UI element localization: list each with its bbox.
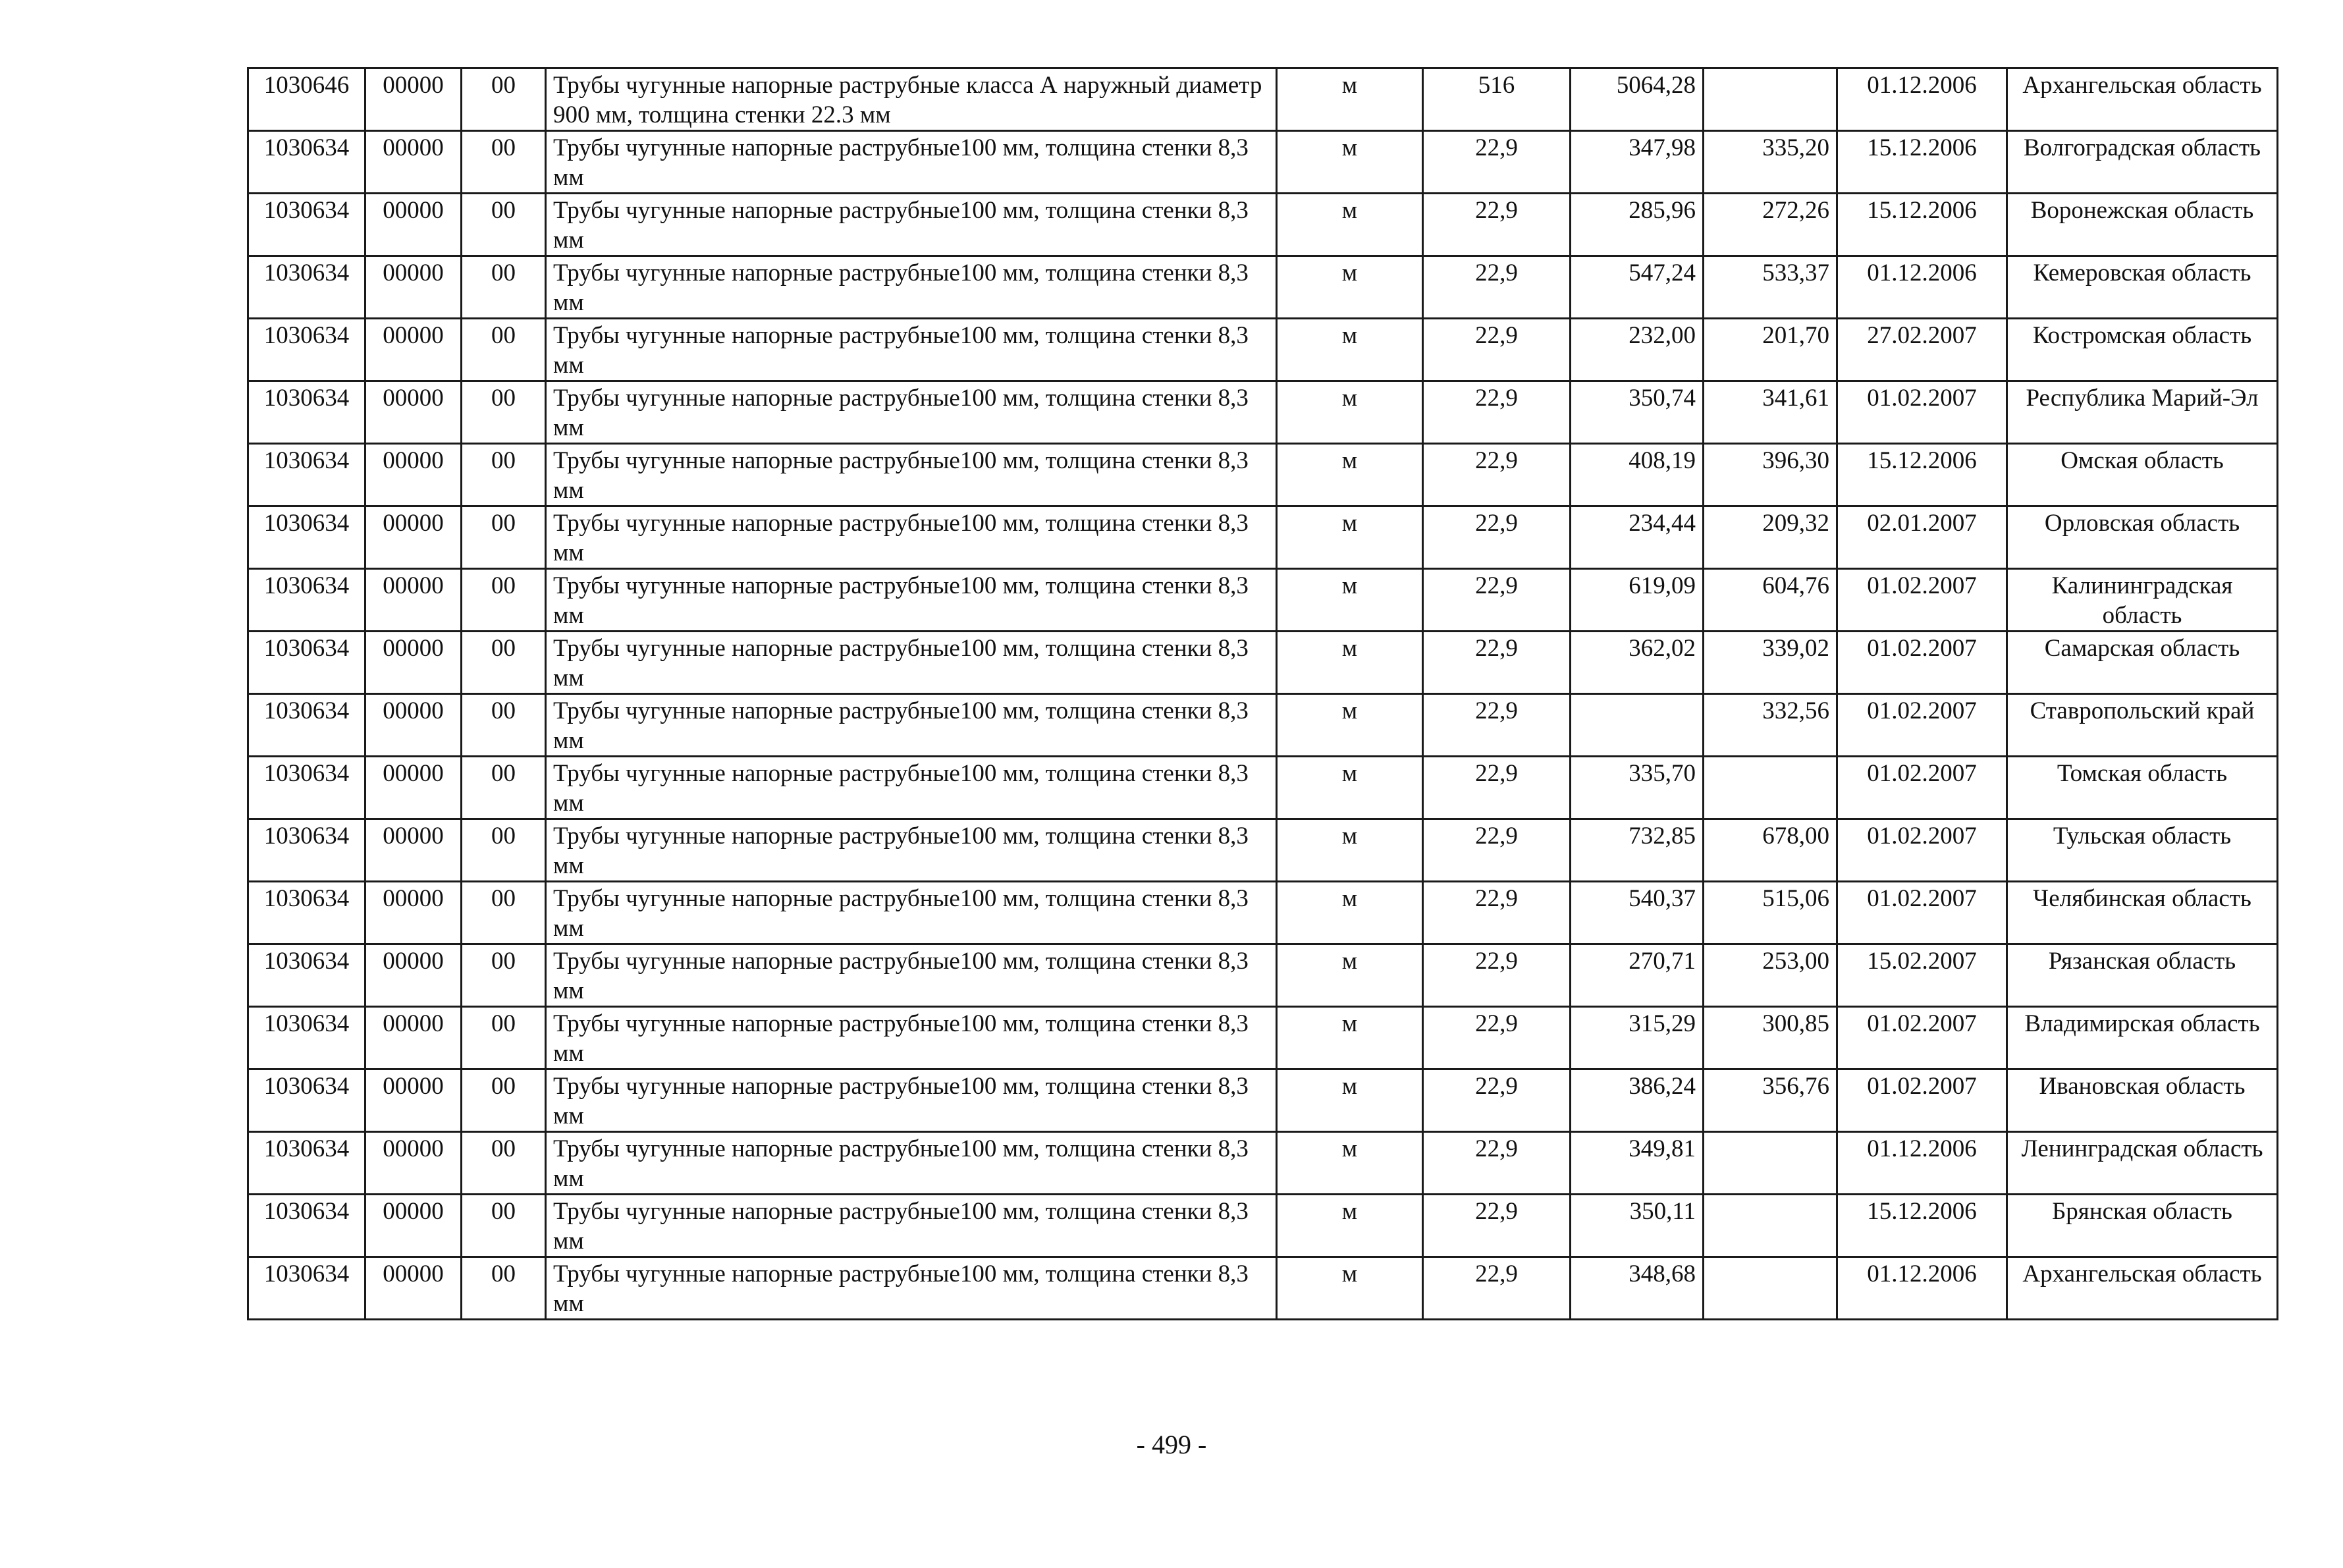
table-row [248, 632, 2278, 694]
cell-region: Рязанская область [2007, 944, 2278, 1007]
cell-date: 01.02.2007 [1837, 757, 2007, 819]
cell-price-1: 348,68 [1571, 1257, 1704, 1320]
table-row [248, 444, 2278, 506]
table-row [248, 882, 2278, 944]
cell-date: 01.02.2007 [1837, 1007, 2007, 1069]
cell-price-1: 408,19 [1571, 444, 1704, 506]
cell-date: 01.02.2007 [1837, 381, 2007, 444]
cell-region: Волгоградская область [2007, 131, 2278, 194]
cell-unit: м [1277, 569, 1423, 632]
cell-code: 1030634 [248, 444, 365, 506]
cell-region: Тульская область [2007, 819, 2278, 882]
table-row [248, 569, 2278, 632]
cell-ext-code: 00 [462, 381, 546, 444]
cell-quantity: 22,9 [1423, 444, 1571, 506]
cell-item-name: Трубы чугунные напорные раструбные100 мм, толщина стенки 8,3 мм [546, 882, 1277, 944]
cell-date: 01.02.2007 [1837, 882, 2007, 944]
cell-item-name: Трубы чугунные напорные раструбные100 мм, толщина стенки 8,3 мм [546, 944, 1277, 1007]
cell-price-2: 341,61 [1704, 381, 1837, 444]
cell-ext-code: 00 [462, 131, 546, 194]
cell-code: 1030634 [248, 319, 365, 381]
cell-price-2: 332,56 [1704, 694, 1837, 757]
cell-unit: м [1277, 819, 1423, 882]
cell-region: Калининградская область [2007, 569, 2278, 632]
cell-item-name: Трубы чугунные напорные раструбные100 мм, толщина стенки 8,3 мм [546, 1069, 1277, 1132]
cell-subcode: 00000 [365, 1257, 462, 1320]
cell-ext-code: 00 [462, 1007, 546, 1069]
cell-subcode: 00000 [365, 68, 462, 131]
cell-subcode: 00000 [365, 694, 462, 757]
cell-ext-code: 00 [462, 506, 546, 569]
cell-code: 1030646 [248, 68, 365, 131]
cell-region: Кемеровская область [2007, 256, 2278, 319]
cell-price-1 [1571, 694, 1704, 757]
cell-price-2 [1704, 1257, 1837, 1320]
table-row [248, 506, 2278, 569]
cell-date: 01.12.2006 [1837, 256, 2007, 319]
cell-region: Костромская область [2007, 319, 2278, 381]
cell-quantity: 516 [1423, 68, 1571, 131]
cell-date: 01.02.2007 [1837, 819, 2007, 882]
table-row [248, 1069, 2278, 1132]
table-row [248, 1195, 2278, 1257]
cell-unit: м [1277, 131, 1423, 194]
cell-item-name: Трубы чугунные напорные раструбные100 мм, толщина стенки 8,3 мм [546, 194, 1277, 256]
cell-code: 1030634 [248, 1007, 365, 1069]
cell-price-2: 533,37 [1704, 256, 1837, 319]
cell-price-2: 201,70 [1704, 319, 1837, 381]
cell-code: 1030634 [248, 1195, 365, 1257]
cell-unit: м [1277, 506, 1423, 569]
cell-region: Ставропольский край [2007, 694, 2278, 757]
cell-unit: м [1277, 757, 1423, 819]
cell-price-2: 396,30 [1704, 444, 1837, 506]
cell-unit: м [1277, 444, 1423, 506]
cell-date: 27.02.2007 [1837, 319, 2007, 381]
cell-quantity: 22,9 [1423, 256, 1571, 319]
cell-price-1: 270,71 [1571, 944, 1704, 1007]
cell-code: 1030634 [248, 694, 365, 757]
cell-price-1: 349,81 [1571, 1132, 1704, 1195]
cell-quantity: 22,9 [1423, 319, 1571, 381]
cell-price-1: 547,24 [1571, 256, 1704, 319]
cell-date: 15.12.2006 [1837, 131, 2007, 194]
cell-subcode: 00000 [365, 569, 462, 632]
cell-price-2 [1704, 1132, 1837, 1195]
cell-ext-code: 00 [462, 256, 546, 319]
cell-ext-code: 00 [462, 1132, 546, 1195]
cell-subcode: 00000 [365, 632, 462, 694]
cell-ext-code: 00 [462, 194, 546, 256]
cell-quantity: 22,9 [1423, 381, 1571, 444]
cell-item-name: Трубы чугунные напорные раструбные класса А наружный диаметр 900 мм, толщина стенки 22.3 мм [546, 68, 1277, 131]
cell-date: 15.12.2006 [1837, 444, 2007, 506]
cell-unit: м [1277, 882, 1423, 944]
cell-code: 1030634 [248, 194, 365, 256]
cell-region: Воронежская область [2007, 194, 2278, 256]
cell-region: Республика Марий-Эл [2007, 381, 2278, 444]
cell-region: Самарская область [2007, 632, 2278, 694]
table-row [248, 194, 2278, 256]
cell-quantity: 22,9 [1423, 569, 1571, 632]
cell-region: Архангельская область [2007, 68, 2278, 131]
cell-quantity: 22,9 [1423, 882, 1571, 944]
cell-unit: м [1277, 1069, 1423, 1132]
cell-subcode: 00000 [365, 1069, 462, 1132]
cell-subcode: 00000 [365, 256, 462, 319]
cell-subcode: 00000 [365, 1195, 462, 1257]
cell-unit: м [1277, 1007, 1423, 1069]
cell-code: 1030634 [248, 381, 365, 444]
cell-item-name: Трубы чугунные напорные раструбные100 мм, толщина стенки 8,3 мм [546, 1007, 1277, 1069]
cell-ext-code: 00 [462, 882, 546, 944]
cell-subcode: 00000 [365, 1132, 462, 1195]
table-row [248, 319, 2278, 381]
cell-subcode: 00000 [365, 194, 462, 256]
cell-ext-code: 00 [462, 632, 546, 694]
cell-price-1: 234,44 [1571, 506, 1704, 569]
cell-price-1: 347,98 [1571, 131, 1704, 194]
cell-subcode: 00000 [365, 506, 462, 569]
table-row [248, 1257, 2278, 1320]
cell-quantity: 22,9 [1423, 694, 1571, 757]
cell-ext-code: 00 [462, 694, 546, 757]
cell-unit: м [1277, 194, 1423, 256]
cell-ext-code: 00 [462, 68, 546, 131]
cell-item-name: Трубы чугунные напорные раструбные100 мм, толщина стенки 8,3 мм [546, 256, 1277, 319]
table-row [248, 131, 2278, 194]
cell-price-1: 732,85 [1571, 819, 1704, 882]
table-row [248, 944, 2278, 1007]
table-row [248, 68, 2278, 131]
cell-price-2: 678,00 [1704, 819, 1837, 882]
cell-price-2: 604,76 [1704, 569, 1837, 632]
cell-price-1: 350,11 [1571, 1195, 1704, 1257]
cell-unit: м [1277, 694, 1423, 757]
cell-unit: м [1277, 68, 1423, 131]
cell-ext-code: 00 [462, 569, 546, 632]
cell-item-name: Трубы чугунные напорные раструбные100 мм, толщина стенки 8,3 мм [546, 632, 1277, 694]
cell-date: 01.02.2007 [1837, 569, 2007, 632]
cell-quantity: 22,9 [1423, 1069, 1571, 1132]
cell-item-name: Трубы чугунные напорные раструбные100 мм, толщина стенки 8,3 мм [546, 569, 1277, 632]
cell-price-2 [1704, 757, 1837, 819]
cell-price-1: 285,96 [1571, 194, 1704, 256]
cell-date: 15.12.2006 [1837, 1195, 2007, 1257]
cell-price-2 [1704, 68, 1837, 131]
cell-price-1: 232,00 [1571, 319, 1704, 381]
cell-ext-code: 00 [462, 1069, 546, 1132]
cell-unit: м [1277, 1132, 1423, 1195]
cell-region: Ивановская область [2007, 1069, 2278, 1132]
cell-unit: м [1277, 256, 1423, 319]
cell-quantity: 22,9 [1423, 1132, 1571, 1195]
cell-code: 1030634 [248, 757, 365, 819]
table-row [248, 1007, 2278, 1069]
cell-code: 1030634 [248, 506, 365, 569]
price-table [247, 67, 2278, 1320]
cell-price-2: 253,00 [1704, 944, 1837, 1007]
cell-subcode: 00000 [365, 757, 462, 819]
cell-region: Омская область [2007, 444, 2278, 506]
cell-price-2: 339,02 [1704, 632, 1837, 694]
cell-item-name: Трубы чугунные напорные раструбные100 мм, толщина стенки 8,3 мм [546, 1195, 1277, 1257]
cell-code: 1030634 [248, 819, 365, 882]
cell-date: 01.02.2007 [1837, 694, 2007, 757]
cell-quantity: 22,9 [1423, 1195, 1571, 1257]
cell-quantity: 22,9 [1423, 1257, 1571, 1320]
cell-ext-code: 00 [462, 1195, 546, 1257]
cell-date: 15.02.2007 [1837, 944, 2007, 1007]
cell-subcode: 00000 [365, 319, 462, 381]
cell-item-name: Трубы чугунные напорные раструбные100 мм, толщина стенки 8,3 мм [546, 694, 1277, 757]
cell-unit: м [1277, 381, 1423, 444]
cell-unit: м [1277, 632, 1423, 694]
cell-code: 1030634 [248, 882, 365, 944]
cell-date: 15.12.2006 [1837, 194, 2007, 256]
cell-ext-code: 00 [462, 319, 546, 381]
cell-quantity: 22,9 [1423, 506, 1571, 569]
cell-region: Томская область [2007, 757, 2278, 819]
cell-code: 1030634 [248, 131, 365, 194]
cell-item-name: Трубы чугунные напорные раструбные100 мм, толщина стенки 8,3 мм [546, 1257, 1277, 1320]
cell-region: Владимирская область [2007, 1007, 2278, 1069]
table-body [248, 68, 2278, 1320]
cell-price-1: 386,24 [1571, 1069, 1704, 1132]
cell-code: 1030634 [248, 1132, 365, 1195]
cell-item-name: Трубы чугунные напорные раструбные100 мм, толщина стенки 8,3 мм [546, 757, 1277, 819]
cell-price-2: 356,76 [1704, 1069, 1837, 1132]
cell-unit: м [1277, 1257, 1423, 1320]
cell-date: 01.12.2006 [1837, 1257, 2007, 1320]
cell-price-2 [1704, 1195, 1837, 1257]
cell-quantity: 22,9 [1423, 131, 1571, 194]
cell-item-name: Трубы чугунные напорные раструбные100 мм, толщина стенки 8,3 мм [546, 319, 1277, 381]
cell-region: Орловская область [2007, 506, 2278, 569]
cell-item-name: Трубы чугунные напорные раструбные100 мм, толщина стенки 8,3 мм [546, 381, 1277, 444]
cell-price-2: 209,32 [1704, 506, 1837, 569]
cell-region: Челябинская область [2007, 882, 2278, 944]
cell-unit: м [1277, 319, 1423, 381]
cell-quantity: 22,9 [1423, 819, 1571, 882]
cell-price-1: 350,74 [1571, 381, 1704, 444]
cell-ext-code: 00 [462, 444, 546, 506]
table-row [248, 256, 2278, 319]
cell-date: 01.12.2006 [1837, 1132, 2007, 1195]
cell-subcode: 00000 [365, 882, 462, 944]
cell-quantity: 22,9 [1423, 1007, 1571, 1069]
cell-item-name: Трубы чугунные напорные раструбные100 мм, толщина стенки 8,3 мм [546, 506, 1277, 569]
cell-price-2: 300,85 [1704, 1007, 1837, 1069]
cell-item-name: Трубы чугунные напорные раструбные100 мм, толщина стенки 8,3 мм [546, 444, 1277, 506]
table-row [248, 819, 2278, 882]
cell-quantity: 22,9 [1423, 757, 1571, 819]
cell-price-1: 5064,28 [1571, 68, 1704, 131]
table-row [248, 381, 2278, 444]
cell-price-1: 362,02 [1571, 632, 1704, 694]
cell-code: 1030634 [248, 1069, 365, 1132]
cell-subcode: 00000 [365, 381, 462, 444]
cell-subcode: 00000 [365, 1007, 462, 1069]
table-row [248, 1132, 2278, 1195]
cell-ext-code: 00 [462, 1257, 546, 1320]
cell-quantity: 22,9 [1423, 944, 1571, 1007]
cell-region: Архангельская область [2007, 1257, 2278, 1320]
cell-code: 1030634 [248, 944, 365, 1007]
page-number: - 499 - [1136, 1430, 1207, 1459]
cell-ext-code: 00 [462, 819, 546, 882]
cell-code: 1030634 [248, 256, 365, 319]
cell-price-2: 335,20 [1704, 131, 1837, 194]
cell-price-1: 619,09 [1571, 569, 1704, 632]
cell-unit: м [1277, 944, 1423, 1007]
cell-date: 01.02.2007 [1837, 1069, 2007, 1132]
cell-unit: м [1277, 1195, 1423, 1257]
cell-code: 1030634 [248, 632, 365, 694]
cell-price-1: 315,29 [1571, 1007, 1704, 1069]
cell-price-2: 515,06 [1704, 882, 1837, 944]
cell-region: Ленинградская область [2007, 1132, 2278, 1195]
cell-code: 1030634 [248, 569, 365, 632]
cell-date: 01.02.2007 [1837, 632, 2007, 694]
cell-price-1: 540,37 [1571, 882, 1704, 944]
cell-ext-code: 00 [462, 757, 546, 819]
price-table-container [247, 67, 2276, 1320]
cell-ext-code: 00 [462, 944, 546, 1007]
table-row [248, 757, 2278, 819]
cell-price-1: 335,70 [1571, 757, 1704, 819]
cell-code: 1030634 [248, 1257, 365, 1320]
table-row [248, 694, 2278, 757]
cell-region: Брянская область [2007, 1195, 2278, 1257]
cell-quantity: 22,9 [1423, 632, 1571, 694]
cell-quantity: 22,9 [1423, 194, 1571, 256]
cell-subcode: 00000 [365, 819, 462, 882]
cell-subcode: 00000 [365, 444, 462, 506]
cell-date: 01.12.2006 [1837, 68, 2007, 131]
cell-subcode: 00000 [365, 944, 462, 1007]
cell-item-name: Трубы чугунные напорные раструбные100 мм, толщина стенки 8,3 мм [546, 1132, 1277, 1195]
cell-date: 02.01.2007 [1837, 506, 2007, 569]
cell-item-name: Трубы чугунные напорные раструбные100 мм, толщина стенки 8,3 мм [546, 131, 1277, 194]
cell-item-name: Трубы чугунные напорные раструбные100 мм, толщина стенки 8,3 мм [546, 819, 1277, 882]
cell-price-2: 272,26 [1704, 194, 1837, 256]
cell-subcode: 00000 [365, 131, 462, 194]
